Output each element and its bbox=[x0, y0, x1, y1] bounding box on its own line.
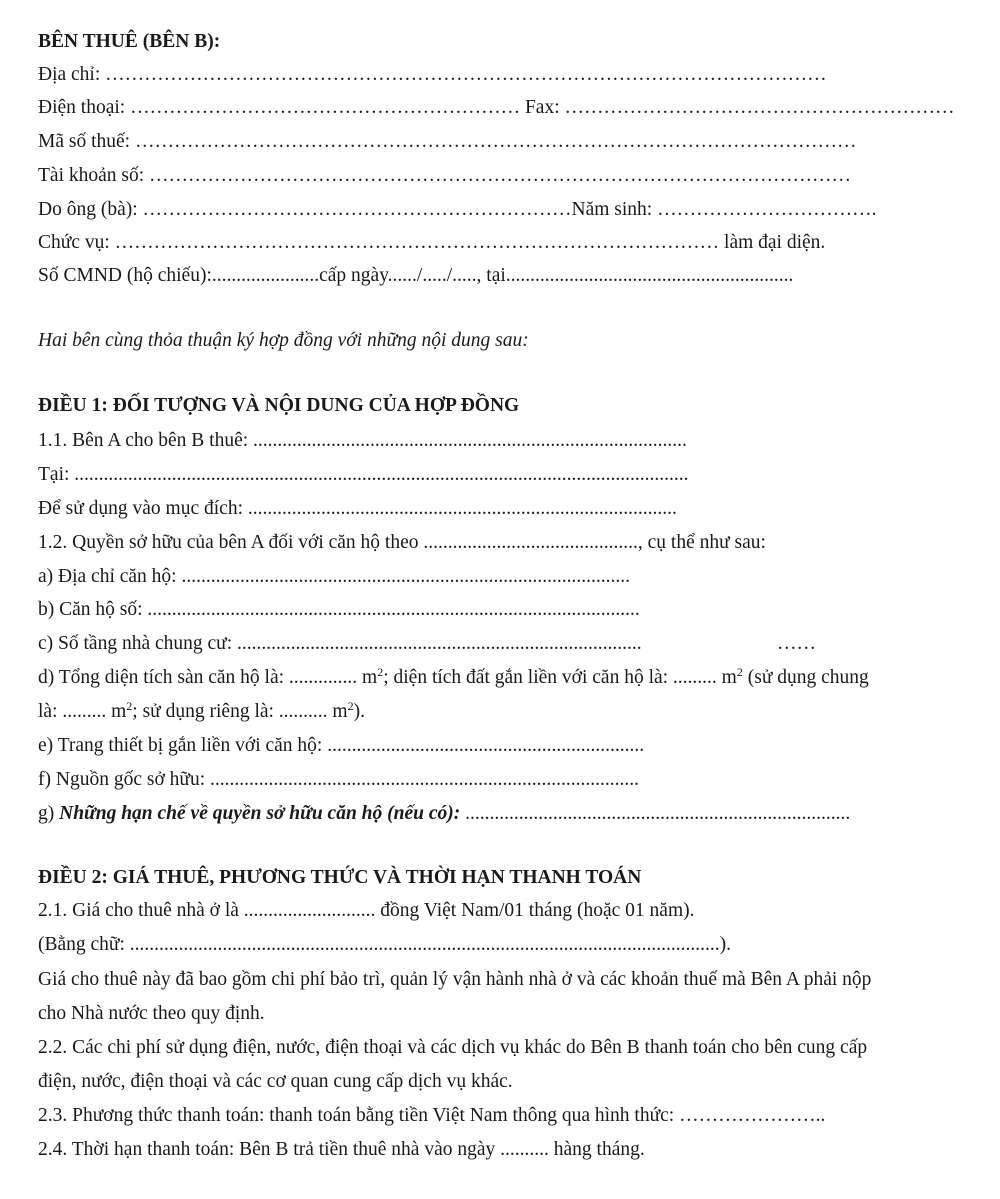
item-d-shared-use: (sử dụng chung bbox=[742, 667, 869, 688]
article-1-item-c-dots: …… bbox=[777, 633, 816, 654]
item-g-dots: ............................................................................... bbox=[465, 803, 851, 824]
article-1-item-c: c) Số tầng nhà chung cư: ................................................................................... bbox=[38, 633, 642, 654]
article-1-purpose: Để sử dụng vào mục đích: ........................................................................................ bbox=[38, 498, 677, 519]
article-2-includes-2: cho Nhà nước theo quy định. bbox=[38, 1003, 265, 1024]
article-1-item-f: f) Nguồn gốc sở hữu: ........................................................................................ bbox=[38, 769, 639, 790]
article-2-3: 2.3. Phương thức thanh toán: thanh toán bằng tiền Việt Nam thông qua hình thức: ………………….. bbox=[38, 1105, 826, 1126]
item-d-close: ). bbox=[353, 701, 365, 722]
article-1-item-d-continued bbox=[38, 700, 365, 724]
article-2-1: 2.1. Giá cho thuê nhà ở là ........................... đồng Việt Nam/01 tháng (hoặc 01 năm). bbox=[38, 900, 695, 921]
party-b-account: Tài khoản số: ……………………………………………………………………………………………… bbox=[38, 165, 852, 186]
article-2-includes-1: Giá cho thuê này đã bao gồm chi phí bảo trì, quản lý vận hành nhà ở và các khoản thuế mà Bên A phải nộp bbox=[38, 969, 872, 990]
item-d-private-area: ; sử dụng riêng là: .......... m bbox=[132, 701, 348, 722]
article-1-1: 1.1. Bên A cho bên B thuê: ......................................................................................... bbox=[38, 430, 687, 451]
item-g-text: Những hạn chế về quyền sở hữu căn hộ (nếu có): bbox=[59, 803, 466, 824]
article-1-heading: ĐIỀU 1: ĐỐI TƯỢNG VÀ NỘI DUNG CỦA HỢP ĐỒNG bbox=[38, 395, 520, 416]
article-2-in-words: (Bằng chữ: .........................................................................................................................). bbox=[38, 934, 732, 955]
party-b-heading: BÊN THUÊ (BÊN B): bbox=[38, 31, 221, 52]
item-d-shared-area: là: ......... m bbox=[38, 701, 127, 722]
article-1-item-e: e) Trang thiết bị gắn liền với căn hộ: ................................................................. bbox=[38, 735, 645, 756]
party-b-phone-fax: Điện thoại: …………………………………………………… Fax: …………………………………………………… bbox=[38, 97, 955, 118]
article-2-2a: 2.2. Các chi phí sử dụng điện, nước, điện thoại và các dịch vụ khác do Bên B thanh toán cho bên cung cấp bbox=[38, 1037, 868, 1058]
article-1-item-d bbox=[38, 666, 869, 690]
party-b-represented-by: Do ông (bà): …………………………………………………………Năm sinh: ……………………………. bbox=[38, 199, 877, 220]
item-g-label: g) bbox=[38, 803, 60, 824]
sup-square: 2 bbox=[377, 665, 384, 679]
article-2-2b: điện, nước, điện thoại và các cơ quan cung cấp dịch vụ khác. bbox=[38, 1071, 513, 1092]
party-b-tax-code: Mã số thuế: ………………………………………………………………………………………………… bbox=[38, 131, 857, 152]
item-d-total-floor-area: d) Tổng diện tích sàn căn hộ là: .............. m bbox=[38, 667, 378, 688]
article-1-item-b: b) Căn hộ số: ..................................................................................................... bbox=[38, 599, 640, 620]
item-d-land-area: ; diện tích đất gắn liền với căn hộ là: ......... m bbox=[383, 667, 737, 688]
party-b-address: Địa chỉ: ………………………………………………………………………………………………… bbox=[38, 64, 827, 85]
article-1-item-a: a) Địa chỉ căn hộ: ............................................................................................ bbox=[38, 566, 630, 587]
agreement-statement: Hai bên cùng thỏa thuận ký hợp đồng với những nội dung sau: bbox=[38, 330, 529, 351]
sup-square: 2 bbox=[347, 699, 354, 713]
sup-square: 2 bbox=[126, 699, 133, 713]
article-2-heading: ĐIỀU 2: GIÁ THUÊ, PHƯƠNG THỨC VÀ THỜI HẠN THANH TOÁN bbox=[38, 867, 642, 888]
article-2-4: 2.4. Thời hạn thanh toán: Bên B trả tiền thuê nhà vào ngày .......... hàng tháng. bbox=[38, 1139, 645, 1160]
party-b-id-card: Số CMND (hộ chiếu):......................cấp ngày....../...../....., tại........................................................... bbox=[38, 265, 794, 286]
sup-square: 2 bbox=[736, 665, 743, 679]
article-1-item-g bbox=[38, 802, 850, 826]
article-1-at: Tại: .............................................................................................................................. bbox=[38, 464, 689, 485]
article-1-2: 1.2. Quyền sở hữu của bên A đối với căn hộ theo ............................................, cụ thể như sau: bbox=[38, 532, 766, 553]
party-b-position: Chức vụ: ………………………………………………………………………………… làm đại diện. bbox=[38, 232, 826, 253]
